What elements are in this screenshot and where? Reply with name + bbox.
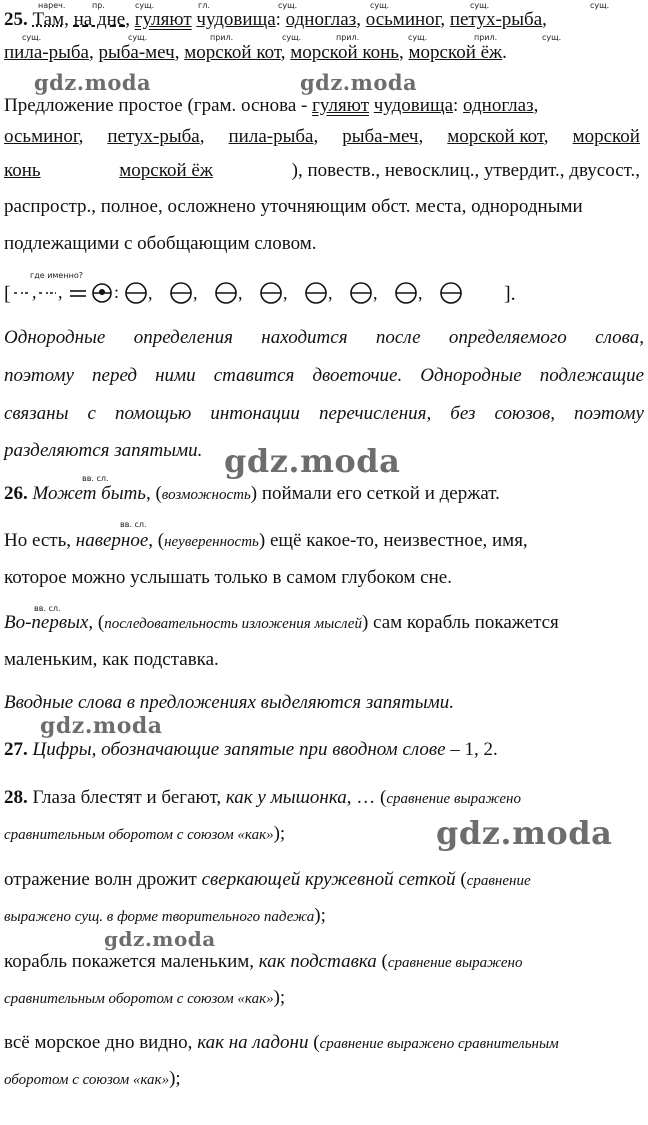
- subject: осьминог: [365, 9, 441, 30]
- scheme-bracket-close: ].: [504, 283, 516, 305]
- pos-tag: сущ.: [278, 1, 298, 10]
- ex27-line: [4, 739, 498, 761]
- pos-tag: сущ.: [542, 33, 562, 42]
- sentence-text: (: [376, 951, 388, 972]
- subject: морской: [572, 126, 640, 147]
- scheme-colon: :: [114, 282, 120, 302]
- predicate: гуляют: [312, 95, 370, 116]
- exercise-number: 28.: [4, 787, 28, 808]
- ex27-text: Цифры, обозначающие запятые при вводном слове: [32, 739, 446, 760]
- sentence-text: ещё какое-то, неизвестное, имя,: [265, 530, 528, 551]
- pos-tag: прил.: [474, 33, 498, 42]
- pos-tag: нареч.: [38, 1, 66, 10]
- scheme-bracket-open: [: [4, 283, 11, 305]
- scheme-general-word: [93, 284, 111, 302]
- scheme-comma: ,: [58, 282, 63, 302]
- word: Там: [32, 9, 65, 30]
- intro-word-tag: вв. сл.: [82, 474, 109, 483]
- subject: чудовища: [196, 9, 276, 30]
- sentence-text: (: [455, 869, 467, 890]
- subject: рыба-меч: [342, 126, 419, 147]
- sentence-text: (: [308, 1032, 320, 1053]
- watermark: gdz.moda: [40, 713, 163, 739]
- comparison-note: оборотом с союзом «как»: [4, 1072, 170, 1088]
- scheme-comma: ,: [193, 283, 198, 303]
- subject: пила-рыба: [228, 126, 314, 147]
- scheme-comma: ,: [32, 282, 37, 302]
- pos-tag: сущ.: [370, 1, 390, 10]
- exercise-number: 27.: [4, 739, 28, 760]
- intro-meaning: неуверенность: [164, 534, 259, 550]
- analysis-line2: осьминог, петух-рыба, пила-рыба, рыба-меч, морской кот, морской: [4, 126, 640, 147]
- comparison-note: сравнительным оборотом с союзом «как»: [4, 991, 274, 1007]
- intro-meaning: последовательность изложения мыслей: [104, 616, 362, 632]
- ex26-sentence2: Но есть, наверное, (неуверенность) ещё какое-то, неизвестное, имя,: [4, 530, 528, 551]
- comparison-note: сравнение выражено сравнительным: [319, 1036, 559, 1052]
- subject: конь: [4, 160, 41, 181]
- analysis-text: ), повеств., невосклиц., утвердит., двусост.,: [291, 160, 640, 181]
- sentence-text: сам корабль покажется: [368, 612, 559, 633]
- watermark: gdz.moda: [104, 927, 216, 951]
- sentence-text: всё морское дно видно,: [4, 1032, 198, 1053]
- sentence-text: отражение волн дрожит: [4, 869, 202, 890]
- comparison-note: выражено сущ. в форме творительного падежа: [4, 909, 315, 925]
- word: на дне: [73, 9, 126, 30]
- scheme-comma: ,: [328, 283, 333, 303]
- subject: морской ёж: [408, 42, 503, 63]
- scheme-comma: ,: [148, 283, 153, 303]
- analysis-line4: распростр., полное, осложнено уточняющим обст. места, однородными: [4, 196, 583, 217]
- punct: ,: [280, 42, 291, 63]
- punct: ,: [64, 9, 74, 30]
- punct: :: [275, 9, 286, 30]
- intro-word-tag: вв. сл.: [34, 604, 61, 613]
- pos-tag: сущ.: [128, 33, 148, 42]
- subject: пила-рыба: [4, 42, 89, 63]
- scheme-comma: ,: [283, 283, 288, 303]
- comparison-note: сравнение: [466, 873, 531, 889]
- punct: ,: [125, 9, 135, 30]
- comparison-note: сравнение выражено: [387, 955, 523, 971]
- scheme-question: где именно?: [30, 271, 83, 280]
- punct: );: [273, 823, 286, 844]
- sentence-text: , … (: [346, 787, 387, 808]
- punct: ,: [88, 42, 99, 63]
- explanation-line2: поэтому перед ними ставится двоеточие. Однородные подлежащие: [4, 365, 644, 386]
- explanation-line1: Однородные определения находится после определяемого слова,: [4, 327, 644, 348]
- ex28-a-line1: [4, 787, 521, 810]
- punct: .: [502, 42, 507, 63]
- ex28-c-line1: [4, 951, 522, 974]
- watermark: gdz.moda: [34, 70, 152, 95]
- ex26-sentence1: 26. Может быть, (возможность) поймали его сеткой и держат.: [4, 483, 500, 504]
- analysis-text: Предложение простое (грам. основа -: [4, 95, 313, 116]
- ex26-sentence3: Во-первых, (последовательность изложения мыслей) сам корабль покажется: [4, 612, 559, 633]
- punct: ,: [356, 9, 366, 30]
- sentence-scheme: [4, 280, 644, 306]
- punct: ,: [440, 9, 450, 30]
- comparison: как подставка: [258, 951, 377, 972]
- intro-meaning: возможность: [161, 487, 251, 503]
- scheme-comma: ,: [238, 283, 243, 303]
- punct: ,: [174, 42, 185, 63]
- exercise-number: 26.: [4, 483, 28, 504]
- intro-word: наверное: [75, 530, 149, 551]
- comparison-note: сравнительным оборотом с союзом «как»: [4, 827, 274, 843]
- scheme-predicate: [70, 291, 86, 296]
- scheme-homogeneous-members: [126, 283, 461, 303]
- ex28-d-line2: [4, 1068, 181, 1091]
- analysis-line1: Предложение простое (грам. основа - гуляют чудовища: одноглаз,: [4, 95, 539, 116]
- explanation-line4: разделяются запятыми.: [4, 440, 203, 461]
- comparison: как на ладони: [197, 1032, 309, 1053]
- scheme-drawing: [4, 280, 644, 306]
- pos-tag: сущ.: [282, 33, 302, 42]
- scheme-comma: ,: [418, 283, 423, 303]
- ex26-sentence2-cont: которое можно услышать только в самом глубоком сне.: [4, 567, 452, 588]
- pos-tag: гл.: [198, 1, 210, 10]
- analysis-line5: подлежащими с обобщающим словом.: [4, 233, 317, 254]
- pos-tag: прил.: [336, 33, 360, 42]
- pos-tag: сущ.: [470, 1, 490, 10]
- punct: ,: [398, 42, 409, 63]
- subject: морской кот: [184, 42, 281, 63]
- watermark: gdz.moda: [300, 70, 418, 95]
- ex25-line1: [4, 9, 547, 31]
- ex26-note: Вводные слова в предложениях выделяются запятыми.: [4, 692, 455, 713]
- intro-word: Во-первых: [4, 612, 89, 633]
- ex27-answer: – 1, 2.: [445, 739, 498, 760]
- watermark: gdz.moda: [224, 442, 401, 480]
- predicate: гуляют: [134, 9, 192, 30]
- sentence-text: Глаза блестят и бегают,: [32, 787, 226, 808]
- sentence-text: корабль покажется маленьким,: [4, 951, 259, 972]
- comparison-note: сравнение выражено: [386, 791, 521, 807]
- subject: рыба-меч: [98, 42, 175, 63]
- punct: ,: [533, 95, 539, 116]
- watermark: gdz.moda: [436, 814, 613, 852]
- sentence-text: Но есть,: [4, 530, 76, 551]
- punct: ,: [542, 9, 547, 30]
- ex28-d-line1: [4, 1032, 559, 1055]
- intro-word-tag: вв. сл.: [120, 520, 147, 529]
- subject: чудовища: [373, 95, 454, 116]
- subject: осьминог: [4, 126, 79, 147]
- subject: одноглаз: [285, 9, 357, 30]
- ex28-c-line2: [4, 987, 285, 1010]
- scheme-comma: ,: [373, 283, 378, 303]
- pos-tag: пр.: [92, 1, 105, 10]
- subject: морской кот: [447, 126, 544, 147]
- punct: );: [273, 987, 286, 1008]
- subject: одноглаз: [463, 95, 534, 116]
- ex28-a-line2: [4, 823, 285, 846]
- pos-tag: сущ.: [135, 1, 155, 10]
- pos-tag: прил.: [210, 33, 234, 42]
- ex26-sentence3-cont: маленьким, как подставка.: [4, 649, 219, 670]
- explanation-line3: связаны с помощью интонации перечисления, без союзов, поэтому: [4, 403, 644, 424]
- pos-tag: сущ.: [22, 33, 42, 42]
- ex25-line2: [4, 42, 507, 64]
- pos-tag: сущ.: [408, 33, 428, 42]
- punct: );: [169, 1068, 181, 1089]
- intro-word: Может быть: [32, 483, 146, 504]
- comparison: сверкающей кружевной сеткой: [201, 869, 456, 890]
- subject: петух-рыба: [107, 126, 200, 147]
- exercise-number: 25.: [4, 9, 28, 30]
- subject: морской конь: [290, 42, 399, 63]
- analysis-line3: [4, 160, 640, 182]
- subject: петух-рыба: [449, 9, 543, 30]
- comparison: как у мышонка: [225, 787, 347, 808]
- ex28-b-line1: [4, 869, 531, 892]
- pos-tag: сущ.: [590, 1, 610, 10]
- ex28-b-line2: [4, 905, 326, 928]
- subject: морской ёж: [119, 160, 213, 181]
- sentence-text: поймали его сеткой и держат.: [257, 483, 500, 504]
- punct: );: [314, 905, 326, 926]
